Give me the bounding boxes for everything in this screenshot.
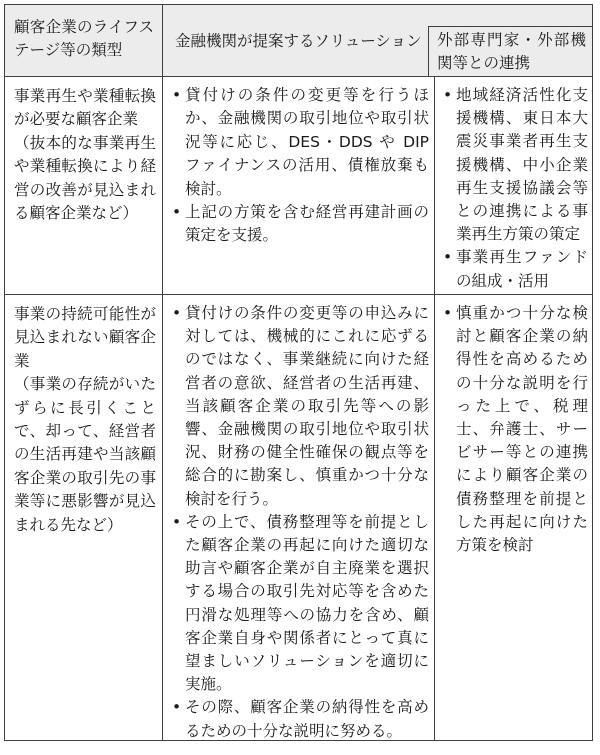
row2-solutions-cell bbox=[163, 295, 435, 740]
stage-paragraph: 事業の持続可能性が見込まれない顧客企業 bbox=[14, 305, 156, 370]
header-cell-solutions bbox=[163, 5, 592, 77]
header-stage-label: 顧客企業のライフステージ等の類型 bbox=[14, 18, 154, 60]
header-cell-stage bbox=[5, 5, 163, 77]
header-cell-cooperation bbox=[428, 26, 592, 76]
stage-paragraph: （抜本的な事業再生や業種転換により経営の改善が見込まれる顧客企業など） bbox=[14, 133, 156, 223]
solution-item: • 貸付けの条件の変更等を行うほか、金融機関の取引地位や取引状況等に応じ、DES・DDS や DIP ファイナンスの活用、債権放棄も検討。 bbox=[171, 84, 429, 201]
cooperation-item: • 慎重かつ十分な検討と顧客企業の納得性を高めるための十分な説明を行った上で、税理士、弁護士、サービサー等との連携により顧客企業の債務整理を前提とした再起に向けた方策を検討 bbox=[442, 302, 588, 557]
row1-solutions-cell bbox=[163, 77, 435, 295]
row1-cooperation-cell bbox=[435, 77, 592, 295]
solution-item: • その上で、債務整理等を前提とした顧客企業の再起に向けた適切な助言や顧客企業が自主廃業を選択する場合の取引先対応等を含めた円滑な処理等への協力を含め、顧客企業自身や関係者にとって真に望ましいソリューションを適切に実施。 bbox=[171, 511, 429, 697]
row1-stage-cell bbox=[5, 77, 163, 295]
stage-paragraph: 事業再生や業種転換が必要な顧客企業 bbox=[14, 87, 156, 129]
solution-item: • 貸付けの条件の変更等の申込みに対しては、機械的にこれに応ずるのではなく、事業継続に向けた経営者の意欲、経営者の生活再建、当該顧客企業の取引先等への影響、金融機関の取引地位や取引状況、財務の健全性確保の観点等を総合的に勘案し、慎重かつ十分な検討を行う。 bbox=[171, 302, 429, 511]
solution-item: • その際、顧客企業の納得性を高めるための十分な説明に努める。 bbox=[171, 696, 429, 740]
row2-cooperation-cell bbox=[435, 295, 592, 740]
header-solutions-label: 金融機関が提案するソリューション bbox=[175, 32, 422, 50]
customer-lifecycle-table bbox=[4, 4, 593, 741]
stage-paragraph: （事業の存続がいたずらに長引くことで、却って、経営者の生活再建や当該顧客企業の取引先の事業等に悪影響が見込まれる先など） bbox=[14, 375, 156, 534]
solution-item: • 上記の方策を含む経営再建計画の策定を支援。 bbox=[171, 201, 429, 248]
cooperation-item: • 事業再生ファンドの組成・活用 bbox=[442, 246, 588, 292]
row2-stage-cell bbox=[5, 295, 163, 740]
header-cooperation-label: 外部専門家・外部機関等との連携 bbox=[437, 31, 586, 73]
cooperation-item: • 地域経済活性化支援機構、東日本大震災事業者再生支援機構、中小企業再生支援協議会等との連携による事業再生方策の策定 bbox=[442, 84, 588, 246]
